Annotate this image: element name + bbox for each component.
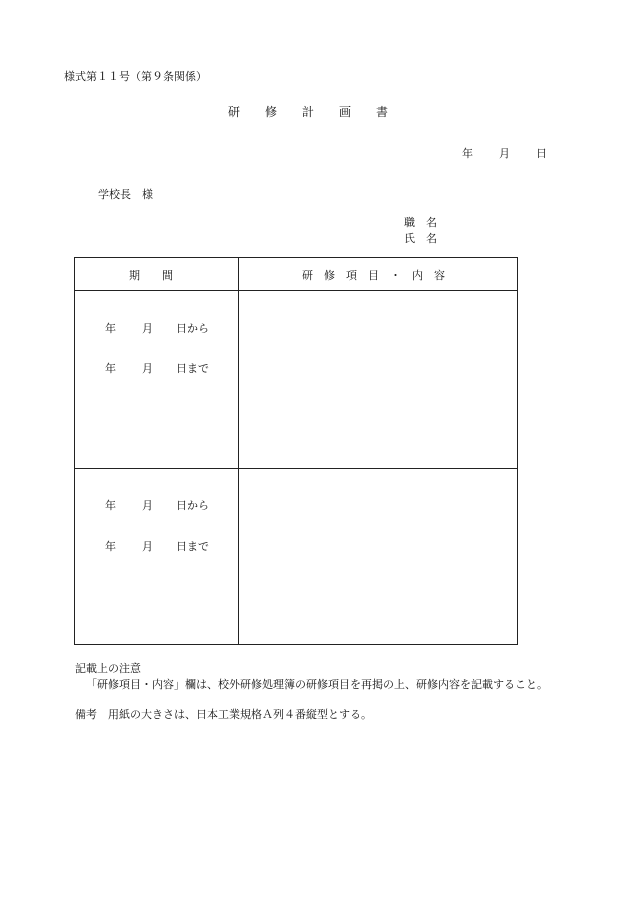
signature-name-label: 氏 名 (404, 232, 437, 245)
signature-job-label: 職 名 (404, 216, 437, 229)
date-year: 年 (462, 147, 473, 160)
header-divider (75, 290, 517, 291)
addressee: 学校長 様 (98, 188, 153, 201)
form-number: 様式第１１号（第９条関係） (64, 70, 207, 83)
date-month: 月 (499, 147, 510, 160)
header-content: 研 修 項 目 ・ 内 容 (302, 269, 445, 282)
notes-title: 記載上の注意 (75, 662, 141, 675)
period-from-row1: 年 月 日から (105, 322, 209, 335)
title-char: 計 (302, 105, 315, 119)
column-divider (238, 258, 239, 644)
title-char: 修 (265, 105, 278, 119)
remark: 備考 用紙の大きさは、日本工業規格Ａ列４番縦型とする。 (75, 708, 372, 721)
document-title (228, 103, 413, 120)
title-char: 書 (376, 105, 389, 119)
header-period: 期 間 (129, 269, 173, 282)
period-from-row2: 年 月 日から (105, 499, 209, 512)
date-day: 日 (536, 147, 547, 160)
plan-table (74, 257, 518, 645)
title-char: 画 (339, 105, 352, 119)
title-char: 研 (228, 105, 241, 119)
notes-body: 「研修項目・内容」欄は、校外研修処理簿の研修項目を再掲の上、研修内容を記載すること。 (86, 678, 548, 691)
date-line (462, 145, 547, 161)
period-to-row2: 年 月 日まで (105, 540, 209, 553)
period-to-row1: 年 月 日まで (105, 362, 209, 375)
row-divider (75, 468, 517, 469)
